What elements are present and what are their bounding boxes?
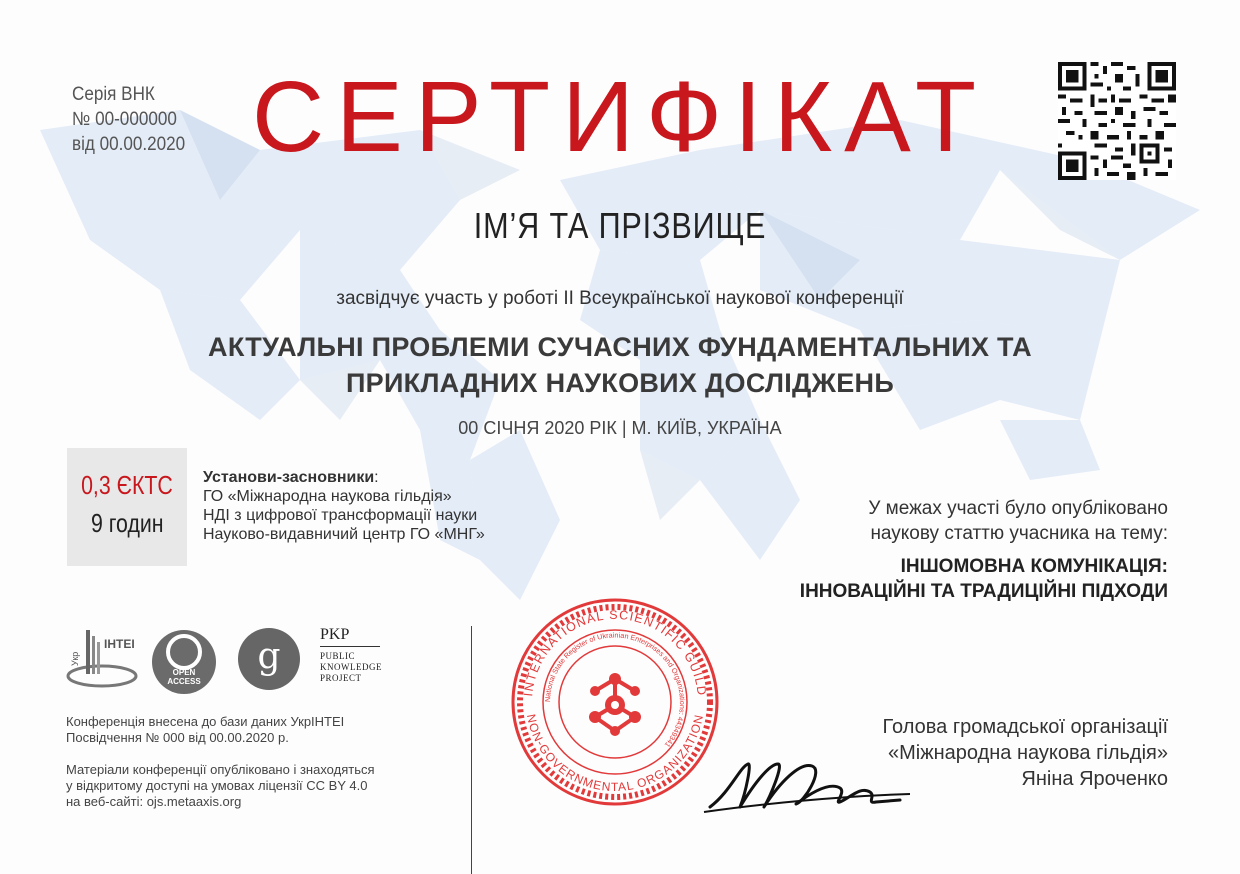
publication-line1: У межах участі було опубліковано [868, 498, 1168, 519]
svg-text:Укр: Укр [70, 651, 80, 666]
article-topic-line1: ІНШОМОВНА КОМУНІКАЦІЯ: [900, 556, 1168, 577]
founder-item: Науково-видавничий центр ГО «МНГ» [203, 526, 485, 543]
hours-count [67, 508, 187, 539]
google-scholar-logo[interactable]: g [238, 628, 300, 690]
article-topic-line2: ІННОВАЦІЙНІ ТА ТРАДИЦІЙНІ ПІДХОДИ [799, 581, 1168, 602]
open-access-icon [166, 634, 202, 670]
serial-date: від 00.00.2020 [72, 134, 186, 155]
serial-number: № 00-000000 [72, 109, 177, 130]
vertical-divider [471, 626, 472, 874]
ects-credits [67, 470, 187, 501]
pkp-logo[interactable] [320, 626, 400, 692]
conference-date-place: 00 СІЧНЯ 2020 РІК | М. КИЇВ, УКРАЇНА [458, 418, 782, 438]
database-note-line1: Конференція внесена до бази даних УкрІНТЕІ [66, 714, 345, 729]
database-note-line2: Посвідчення № 000 від 00.00.2020 р. [66, 730, 289, 745]
seal-inner-text: National State Register of Ukrainian Enterprises and Organizations: 44349341 [542, 630, 688, 750]
publication-note [868, 496, 1168, 546]
seal-outer-top-text: INTERNATIONAL SCIENTIFIC GUILD [521, 607, 709, 698]
signatory-organization: «Міжнародна наукова гільдія» [888, 742, 1168, 764]
founder-item: ГО «Міжнародна наукова гільдія» [203, 488, 452, 505]
open-access-logo[interactable] [152, 630, 216, 694]
credits-box [67, 448, 187, 566]
founders-colon: : [374, 469, 379, 486]
serial-series: Серія ВНК [72, 84, 155, 105]
materials-note [66, 762, 375, 810]
conference-title-line2: ПРИКЛАДНИХ НАУКОВИХ ДОСЛІДЖЕНЬ [345, 368, 895, 398]
article-topic [800, 554, 1168, 604]
certificate-title: СЕРТИФІКАТ [251, 61, 989, 173]
participation-intro: засвідчує участь у роботі ІІ Всеукраїнської наукової конференції [336, 288, 904, 309]
seal-outer-bottom-text: NON-GOVERNMENTAL ORGANIZATION [523, 712, 707, 795]
qr-code[interactable] [1058, 62, 1176, 180]
database-note [66, 714, 344, 746]
pkp-logo-title: PKP [320, 626, 380, 647]
founder-item: НДІ з цифрової трансформації науки [203, 507, 478, 524]
ukrintei-logo[interactable] [64, 626, 140, 692]
recipient-name [0, 205, 1240, 247]
signatory-block [883, 714, 1168, 792]
organization-seal [510, 597, 720, 807]
partner-logos [64, 626, 404, 696]
materials-note-line2: у відкритому доступі на умовах ліцензії CC BY 4.0 [66, 778, 368, 793]
signatory-position: Голова громадської організації [882, 716, 1168, 738]
conference-title-line1: АКТУАЛЬНІ ПРОБЛЕМИ СУЧАСНИХ ФУНДАМЕНТАЛЬНИХ ТА [208, 332, 1032, 362]
materials-note-line1: Матеріали конференції опубліковано і знаходяться [66, 762, 375, 777]
founders-heading: Установи-засновники [203, 469, 375, 486]
open-access-text: OPEN ACCESS [167, 668, 201, 686]
founders-block [203, 468, 485, 544]
hours-count-text: 9 годин [90, 508, 164, 538]
recipient-name-text: ІМ’Я ТА ПРІЗВИЩЕ [473, 205, 767, 246]
signatory-name: Яніна Яроченко [1021, 768, 1168, 790]
pkp-logo-text: PUBLIC KNOWLEDGE PROJECT [320, 651, 382, 683]
ects-credits-text: 0,3 ЄКТС [81, 470, 173, 500]
svg-text:ІНТЕІ: ІНТЕІ [104, 637, 135, 651]
materials-note-line3: на веб-сайті: ojs.metaaxis.org [66, 794, 242, 809]
publication-line2: наукову статтю учасника на тему: [870, 523, 1168, 544]
